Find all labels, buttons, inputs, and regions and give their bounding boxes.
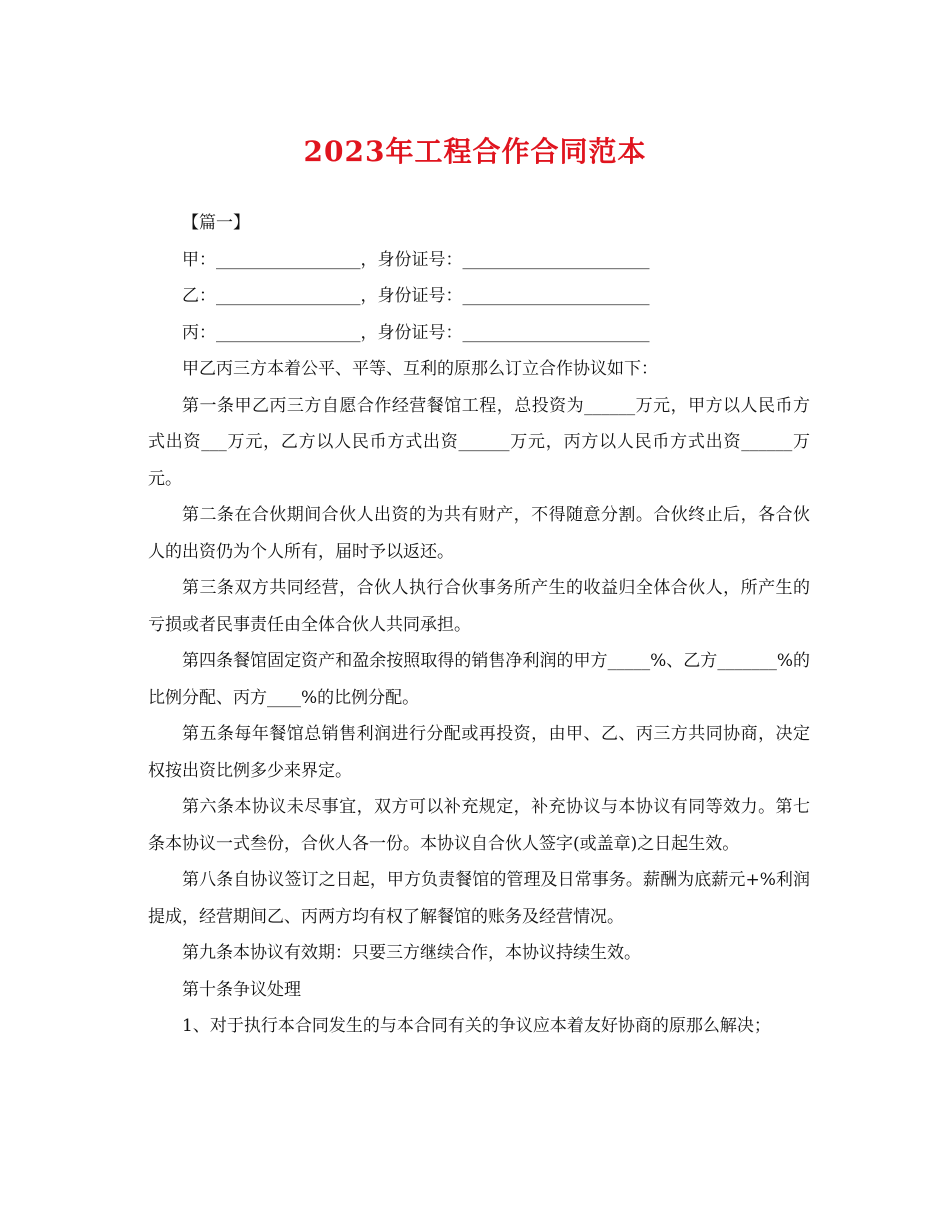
article-9-paragraph: 第九条本协议有效期：只要三方继续合作，本协议持续生效。 xyxy=(182,943,641,963)
party-jia-line: 甲：_________________，身份证号：______________________ xyxy=(182,249,650,270)
dispute-clause-1-paragraph: 1、对于执行本合同发生的与本合同有关的争议应本着友好协商的原那么解决； xyxy=(182,1016,771,1036)
article-4-paragraph: 第四条餐馆固定资产和盈余按照取得的销售净利润的甲方_____%、乙方_______%的比例分配、丙方____%的比例分配。 xyxy=(148,651,810,708)
article-5-paragraph: 第五条每年餐馆总销售利润进行分配或再投资，由甲、乙、丙三方共同协商，决定权按出资比例多少来界定。 xyxy=(148,724,810,781)
section-heading: 【篇一】 xyxy=(182,213,250,233)
document-body xyxy=(148,205,810,1045)
article-10-heading: 第十条争议处理 xyxy=(182,979,301,1000)
article-3-paragraph: 第三条双方共同经营，合伙人执行合伙事务所产生的收益归全体合伙人，所产生的亏损或者民事责任由全体合伙人共同承担。 xyxy=(148,578,810,635)
article-1-paragraph: 第一条甲乙丙三方自愿合作经营餐馆工程，总投资为______万元，甲方以人民币方式出资___万元，乙方以人民币方式出资______万元，丙方以人民币方式出资______万元。 xyxy=(148,395,810,489)
party-bing-line: 丙：_________________，身份证号：______________________ xyxy=(182,322,650,343)
article-2-paragraph: 第二条在合伙期间合伙人出资的为共有财产，不得随意分割。合伙终止后，各合伙人的出资仍为个人所有，届时予以返还。 xyxy=(148,505,810,562)
article-6-7-paragraph: 第六条本协议未尽事宜，双方可以补充规定，补充协议与本协议有同等效力。第七条本协议一式叁份，合伙人各一份。本协议自合伙人签字(或盖章)之日起生效。 xyxy=(148,797,810,854)
document-title: 2023年工程合作合同范本 xyxy=(303,135,647,168)
party-yi-line: 乙：_________________，身份证号：______________________ xyxy=(182,286,650,306)
article-8-paragraph: 第八条自协议签订之日起，甲方负责餐馆的管理及日常事务。薪酬为底薪元+%利润提成，经营期间乙、丙两方均有权了解餐馆的账务及经营情况。 xyxy=(148,870,810,927)
preamble-paragraph: 甲乙丙三方本着公平、平等、互利的原那么订立合作协议如下： xyxy=(182,359,658,379)
